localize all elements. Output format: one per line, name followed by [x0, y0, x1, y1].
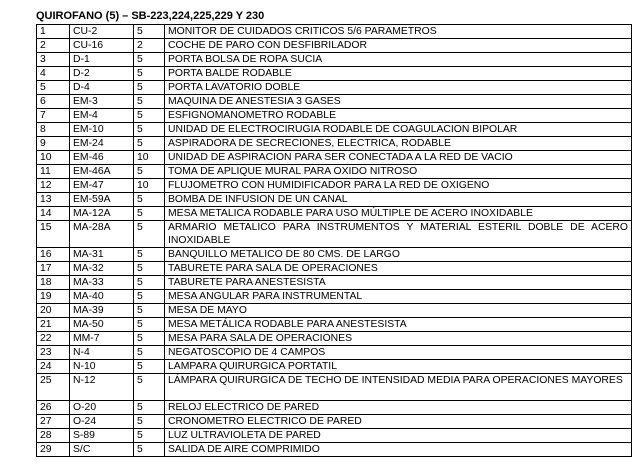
item-number-cell: 12 [37, 179, 70, 193]
item-number-cell: 3 [37, 53, 70, 67]
table-row [37, 262, 632, 276]
description-cell: ASPIRADORA DE SECRECIONES, ELECTRICA, RODABLE [165, 137, 632, 151]
table-row [37, 109, 632, 123]
item-number-cell: 17 [37, 262, 70, 276]
quantity-cell: 5 [134, 53, 165, 67]
table-row [37, 95, 632, 109]
quantity-cell: 5 [134, 81, 165, 95]
table-row [37, 332, 632, 346]
equipment-table-body [37, 25, 632, 457]
description-cell: MAQUINA DE ANESTESIA 3 GASES [165, 95, 632, 109]
table-row [37, 179, 632, 193]
description-cell: BOMBA DE INFUSION DE UN CANAL [165, 193, 632, 207]
item-code-cell: EM-4 [70, 109, 134, 123]
table-row [37, 137, 632, 151]
item-number-cell: 8 [37, 123, 70, 137]
description-cell: RELOJ ELECTRICO DE PARED [165, 401, 632, 415]
quantity-cell: 5 [134, 304, 165, 318]
item-code-cell: CU-2 [70, 25, 134, 39]
quantity-cell: 5 [134, 25, 165, 39]
quantity-cell: 5 [134, 443, 165, 457]
table-row [37, 248, 632, 262]
item-code-cell: EM-47 [70, 179, 134, 193]
description-cell: MESA METÁLICA RODABLE PARA ANESTESISTA [165, 318, 632, 332]
quantity-cell: 5 [134, 401, 165, 415]
item-code-cell: EM-10 [70, 123, 134, 137]
quantity-cell: 5 [134, 429, 165, 443]
table-row [37, 318, 632, 332]
item-number-cell: 16 [37, 248, 70, 262]
item-code-cell: MA-12A [70, 207, 134, 221]
item-code-cell: D-2 [70, 67, 134, 81]
table-row [37, 443, 632, 457]
description-cell: MESA PARA SALA DE OPERACIONES [165, 332, 632, 346]
item-code-cell: MA-50 [70, 318, 134, 332]
table-row [37, 360, 632, 374]
item-code-cell: D-1 [70, 53, 134, 67]
item-number-cell: 24 [37, 360, 70, 374]
description-cell: TABURETE PARA SALA DE OPERACIONES [165, 262, 632, 276]
table-row [37, 415, 632, 429]
item-code-cell: EM-46 [70, 151, 134, 165]
item-code-cell: MA-32 [70, 262, 134, 276]
equipment-table [36, 24, 632, 457]
quantity-cell: 5 [134, 67, 165, 81]
item-code-cell: MA-40 [70, 290, 134, 304]
item-code-cell: MA-31 [70, 248, 134, 262]
quantity-cell: 10 [134, 179, 165, 193]
item-number-cell: 18 [37, 276, 70, 290]
item-code-cell: O-20 [70, 401, 134, 415]
description-cell: SALIDA DE AIRE COMPRIMIDO [165, 443, 632, 457]
table-row [37, 374, 632, 401]
description-cell: UNIDAD DE ASPIRACION PARA SER CONECTADA A LA RED DE VACIO [165, 151, 632, 165]
description-cell: NEGATOSCOPIO DE 4 CAMPOS [165, 346, 632, 360]
quantity-cell: 5 [134, 276, 165, 290]
quantity-cell: 5 [134, 374, 165, 401]
item-number-cell: 10 [37, 151, 70, 165]
table-row [37, 429, 632, 443]
item-code-cell: MA-33 [70, 276, 134, 290]
item-number-cell: 25 [37, 374, 70, 401]
description-cell: MESA ANGULAR PARA INSTRUMENTAL [165, 290, 632, 304]
table-row [37, 39, 632, 53]
item-number-cell: 19 [37, 290, 70, 304]
quantity-cell: 5 [134, 193, 165, 207]
quantity-cell: 2 [134, 39, 165, 53]
description-cell: LUZ ULTRAVIOLETA DE PARED [165, 429, 632, 443]
document-title: QUIROFANO (5) – SB-223,224,225,229 Y 230 [36, 10, 265, 22]
item-code-cell: N-4 [70, 346, 134, 360]
description-cell: TOMA DE APLIQUE MURAL PARA OXIDO NITROSO [165, 165, 632, 179]
description-cell: MESA METALICA RODABLE PARA USO MÚLTIPLE DE ACERO INOXIDABLE [165, 207, 632, 221]
description-cell: LAMPARA QUIRURGICA PORTATIL [165, 360, 632, 374]
quantity-cell: 5 [134, 332, 165, 346]
item-number-cell: 23 [37, 346, 70, 360]
description-cell: ESFIGNOMANOMETRO RODABLE [165, 109, 632, 123]
description-cell: MESA DE MAYO [165, 304, 632, 318]
quantity-cell: 5 [134, 360, 165, 374]
table-row [37, 67, 632, 81]
item-code-cell: S/C [70, 443, 134, 457]
item-number-cell: 26 [37, 401, 70, 415]
item-number-cell: 27 [37, 415, 70, 429]
item-number-cell: 22 [37, 332, 70, 346]
table-row [37, 221, 632, 248]
quantity-cell: 5 [134, 95, 165, 109]
quantity-cell: 5 [134, 207, 165, 221]
table-row [37, 290, 632, 304]
item-code-cell: D-4 [70, 81, 134, 95]
quantity-cell: 5 [134, 415, 165, 429]
item-number-cell: 4 [37, 67, 70, 81]
item-code-cell: MM-7 [70, 332, 134, 346]
description-cell: PORTA BALDE RODABLE [165, 67, 632, 81]
table-row [37, 25, 632, 39]
quantity-cell: 5 [134, 262, 165, 276]
description-cell: UNIDAD DE ELECTROCIRUGIA RODABLE DE COAGULACION BIPOLAR [165, 123, 632, 137]
item-code-cell: EM-3 [70, 95, 134, 109]
item-code-cell: O-24 [70, 415, 134, 429]
item-code-cell: MA-28A [70, 221, 134, 248]
item-number-cell: 5 [37, 81, 70, 95]
quantity-cell: 5 [134, 248, 165, 262]
item-code-cell: EM-46A [70, 165, 134, 179]
table-row [37, 401, 632, 415]
description-cell: ARMARIO METALICO PARA INSTRUMENTOS Y MATERIAL ESTERIL DOBLE DE ACERO INOXIDABLE [165, 221, 632, 248]
description-cell: PORTA LAVATORIO DOBLE [165, 81, 632, 95]
item-number-cell: 9 [37, 137, 70, 151]
table-row [37, 193, 632, 207]
quantity-cell: 10 [134, 151, 165, 165]
description-cell: COCHE DE PARO CON DESFIBRILADOR [165, 39, 632, 53]
quantity-cell: 5 [134, 165, 165, 179]
item-number-cell: 13 [37, 193, 70, 207]
quantity-cell: 5 [134, 123, 165, 137]
item-number-cell: 28 [37, 429, 70, 443]
table-row [37, 304, 632, 318]
item-number-cell: 1 [37, 25, 70, 39]
item-number-cell: 2 [37, 39, 70, 53]
table-row [37, 151, 632, 165]
quantity-cell: 5 [134, 318, 165, 332]
item-code-cell: EM-24 [70, 137, 134, 151]
quantity-cell: 5 [134, 109, 165, 123]
table-row [37, 165, 632, 179]
item-number-cell: 15 [37, 221, 70, 248]
quantity-cell: 5 [134, 290, 165, 304]
item-code-cell: CU-16 [70, 39, 134, 53]
item-number-cell: 14 [37, 207, 70, 221]
quantity-cell: 5 [134, 221, 165, 248]
description-cell: FLUJOMETRO CON HUMIDIFICADOR PARA LA RED DE OXIGENO [165, 179, 632, 193]
item-number-cell: 21 [37, 318, 70, 332]
quantity-cell: 5 [134, 346, 165, 360]
item-number-cell: 20 [37, 304, 70, 318]
item-code-cell: N-10 [70, 360, 134, 374]
description-cell: BANQUILLO METALICO DE 80 CMS. DE LARGO [165, 248, 632, 262]
description-cell: MONITOR DE CUIDADOS CRITICOS 5/6 PARAMETROS [165, 25, 632, 39]
table-row [37, 53, 632, 67]
item-number-cell: 11 [37, 165, 70, 179]
item-number-cell: 6 [37, 95, 70, 109]
item-number-cell: 29 [37, 443, 70, 457]
item-code-cell: S-89 [70, 429, 134, 443]
description-cell: LÁMPARA QUIRURGICA DE TECHO DE INTENSIDAD MEDIA PARA OPERACIONES MAYORES [165, 374, 632, 401]
table-row [37, 81, 632, 95]
item-code-cell: EM-59A [70, 193, 134, 207]
description-cell: PORTA BOLSA DE ROPA SUCIA [165, 53, 632, 67]
table-row [37, 123, 632, 137]
item-number-cell: 7 [37, 109, 70, 123]
quantity-cell: 5 [134, 137, 165, 151]
item-code-cell: MA-39 [70, 304, 134, 318]
table-row [37, 276, 632, 290]
table-row [37, 207, 632, 221]
table-row [37, 346, 632, 360]
item-code-cell: N-12 [70, 374, 134, 401]
description-cell: CRONOMETRO ELECTRICO DE PARED [165, 415, 632, 429]
description-cell: TABURETE PARA ANESTESISTA [165, 276, 632, 290]
